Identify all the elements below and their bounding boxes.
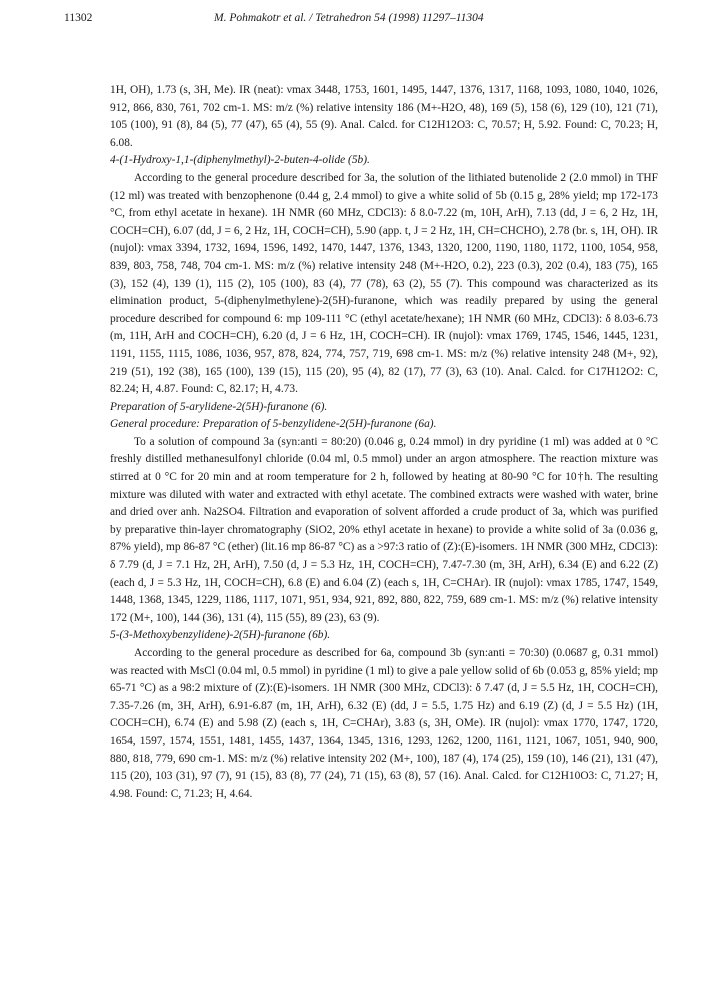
paragraph-6b-procedure: According to the general procedure as described for 6a, compound 3b (syn:anti = 70:30) (0.0687 g, 0.31 mmol) was reacted with MsCl (0.04 ml, 0.5 mmol) in pyridine (1 ml) to give a pale yellow solid of 6b (0.053 g, 85% yield; mp 65-71 °C) as a 98:2 mixture of (Z):(E)-isomers. 1H NMR (300 MHz, CDCl3): δ 7.47 (d, J = 5.5 Hz, 1H, COCH=CH), 7.35-7.26 (m, 3H, ArH), 6.91-6.87 (m, 1H, ArH), 6.32 (E) (dd, J = 5.5, 1.75 Hz) and 6.19 (Z) (d, J = 5.5 Hz) (1H, COCH=CH), 6.74 (E) and 5.98 (Z) (each s, 1H, C=CHAr), 3.83 (s, 3H, OMe). IR (nujol): νmax 1770, 1747, 1720, 1654, 1597, 1574, 1551, 1481, 1455, 1437, 1364, 1345, 1316, 1293, 1262, 1200, 1161, 1121, 1067, 1051, 940, 900, 880, 818, 779, 690 cm-1. MS: m/z (%) relative intensity 202 (M+, 100), 187 (4), 174 (25), 159 (10), 146 (21), 131 (47), 115 (20), 103 (31), 97 (7), 91 (15), 83 (8), 77 (24), 71 (15), 63 (8), 57 (16). Anal. Calcd. for C12H10O3: C, 71.27; H, 4.98. Found: C, 71.23; H, 4.64. [110, 647, 658, 800]
section-heading-preparation-6: Preparation of 5-arylidene-2(5H)-furanone (6). [110, 400, 328, 413]
running-header [64, 12, 658, 30]
experimental-text [110, 82, 658, 803]
procedure-heading-6a: General procedure: Preparation of 5-benzylidene-2(5H)-furanone (6a). [110, 418, 437, 431]
paragraph-6a-procedure: To a solution of compound 3a (syn:anti = 80:20) (0.046 g, 0.24 mmol) in dry pyridine (1 ml) was added at 0 °C freshly distilled methanesulfonyl chloride (0.04 ml, 0.5 mmol) under an argon atmosphere. The reaction mixture was stirred at 0 °C for 20 min and at room temperature for 2 h, followed by heating at 80-90 °C for 10†h. The resulting mixture was diluted with water and extracted with ethyl acetate. The combined extracts were washed with water, brine and dried over anh. Na2SO4. Filtration and evaporation of solvent afforded a crude product of 3a, which was purified by preparative thin-layer chromatography (SiO2, 20% ethyl acetate in hexane) to provide a white solid of 3a (0.036 g, 87% yield), mp 86-87 °C (ether) (lit.16 mp 86-87 °C) as a >97:3 ratio of (Z):(E)-isomers. 1H NMR (300 MHz, CDCl3): δ 7.79 (d, J = 7.1 Hz, 2H, ArH), 7.50 (d, J = 5.3 Hz, 1H, COCH=CH), 7.47-7.30 (m, 3H, ArH), 6.34 (E) and 6.22 (Z) (each d, J = 5.3 Hz, 1H, COCH=CH), 6.8 (E) and 6.04 (Z) (each s, 1H, C=CHAr). IR (nujol): νmax 1785, 1747, 1549, 1448, 1368, 1345, 1229, 1186, 1117, 1071, 951, 934, 921, 892, 880, 822, 759, 689 cm-1. MS: m/z (%) relative intensity 172 (M+, 100), 144 (36), 131 (4), 115 (55), 89 (23), 63 (9). [110, 435, 658, 624]
paragraph-continuation: 1H, OH), 1.73 (s, 3H, Me). IR (neat): νmax 3448, 1753, 1601, 1495, 1447, 1376, 1317, 1168, 1093, 1080, 1040, 1026, 912, 866, 830, 761, 702 cm-1. MS: m/z (%) relative intensity 186 (M+-H2O, 48), 169 (5), 158 (6), 129 (10), 121 (71), 105 (100), 91 (8), 84 (5), 77 (47), 65 (4), 55 (9). Anal. Calcd. for C12H12O3: C, 70.57; H, 5.92. Found: C, 70.23; H, 6.08. [110, 84, 658, 149]
compound-heading-6b: 5-(3-Methoxybenzylidene)-2(5H)-furanone (6b). [110, 629, 331, 642]
running-title: M. Pohmakotr et al. / Tetrahedron 54 (1998) 11297–11304 [214, 12, 484, 24]
compound-heading-5b: 4-(1-Hydroxy-1,1-(diphenylmethyl)-2-buten-4-olide (5b). [110, 154, 370, 167]
page-number: 11302 [64, 12, 93, 24]
paragraph-5b-procedure: According to the general procedure described for 3a, the solution of the lithiated butenolide 2 (2.0 mmol) in THF (12 ml) was treated with benzophenone (0.44 g, 2.4 mmol) to give a white solid of 5b (0.15 g, 28% yield; mp 172-173 °C, from ethyl acetate in hexane). 1H NMR (60 MHz, CDCl3): δ 8.0-7.22 (m, 10H, ArH), 7.13 (dd, J = 6, 2 Hz, 1H, COCH=CH), 6.07 (dd, J = 6, 2 Hz, 1H, COCH=CH), 5.90 (app. t, J = 2 Hz, 1H, CH=CHCHO), 2.78 (br. s, 1H, OH). IR (nujol): νmax 3394, 1732, 1694, 1596, 1492, 1470, 1447, 1376, 1343, 1320, 1200, 1190, 1180, 1172, 1100, 1054, 958, 839, 803, 758, 748, 704 cm-1. MS: m/z (%) relative intensity 248 (M+-H2O, 0.2), 223 (0.3), 202 (0.4), 183 (75), 165 (3), 152 (4), 139 (1), 115 (2), 105 (100), 83 (4), 77 (78), 63 (2), 55 (7). This compound was characterized as its elimination product, 5-(diphenylmethylene)-2(5H)-furanone, which was readily prepared by using the general procedure described for compound 6: mp 109-111 °C (ethyl acetate/hexane); 1H NMR (60 MHz, CDCl3): δ 8.03-6.73 (m, 11H, ArH and COCH=CH), 6.20 (d, J = 6 Hz, 1H, COCH=CH). IR (nujol): νmax 1769, 1745, 1546, 1445, 1231, 1191, 1155, 1115, 1086, 1036, 957, 878, 824, 774, 757, 719, 698 cm-1. MS: m/z (%) relative intensity 248 (M+, 92), 219 (51), 192 (38), 165 (100), 139 (15), 115 (20), 95 (4), 82 (17), 77 (3), 63 (10). Anal. Calcd. for C17H12O2: C, 82.24; H, 4.87. Found: C, 82.17; H, 4.73. [110, 171, 658, 396]
